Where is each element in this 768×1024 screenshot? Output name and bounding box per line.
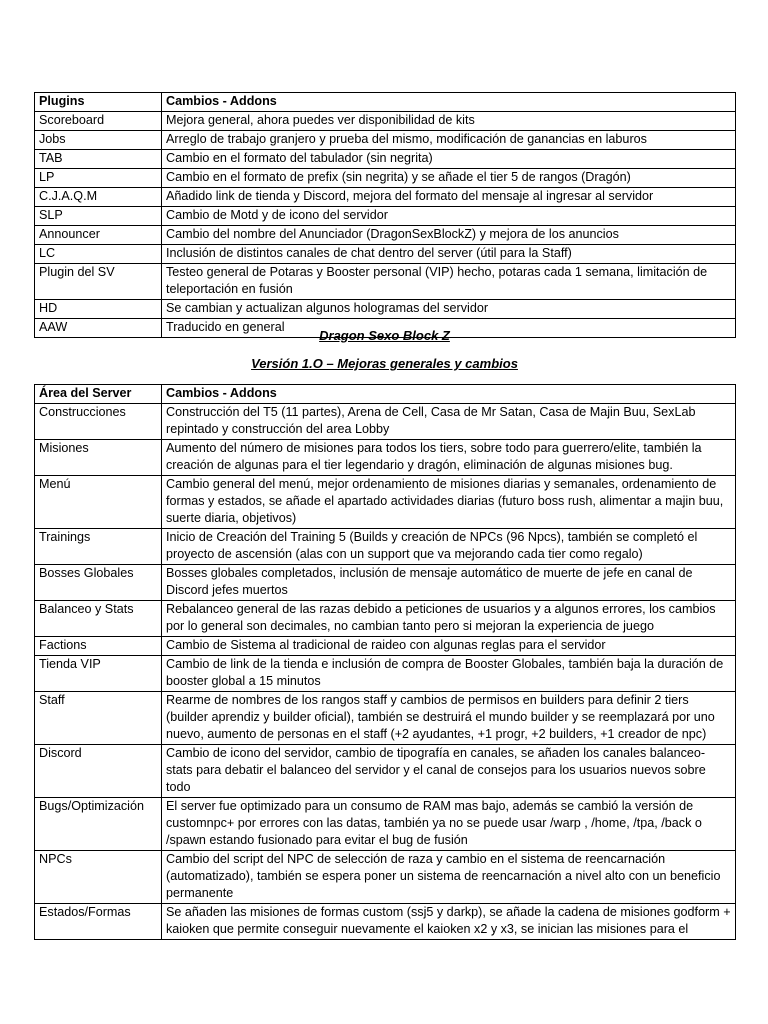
row-description-cell: Cambio general del menú, mejor ordenamiento de misiones diarias y semanales, ordenamiento de formas y estados, se añade el apartado actividades diarias (futuro boss rush, alimentar a majin buu, suerte diaria, objetivos) [162,476,736,529]
row-description-cell: Rearme de nombres de los rangos staff y cambios de permisos en builders para definir 2 tiers (builder aprendiz y builder oficial), también se destruirá el mundo builder y se reemplazará por uno nuevo, aumento de personas en el staff (+2 ayudantes, +1 progr, +2 builders, +1 creador de npc) [162,692,736,745]
table-row [35,440,736,476]
row-description-cell: Cambio en el formato de prefix (sin negrita) y se añade el tier 5 de rangos (Dragón) [162,169,736,188]
table-row [35,150,736,169]
table-row [35,656,736,692]
areas-table-header-row [35,385,736,404]
row-label-cell: Menú [35,476,162,529]
row-description-cell: Traducido en general [162,319,736,338]
document-subtitle: Versión 1.O – Mejoras generales y cambios [251,356,518,371]
table-row [35,169,736,188]
row-label-cell: Scoreboard [35,112,162,131]
table-row [35,692,736,745]
row-label-cell: HD [35,300,162,319]
row-label-cell: Bugs/Optimización [35,798,162,851]
row-description-cell: Cambio en el formato del tabulador (sin negrita) [162,150,736,169]
table-row [35,245,736,264]
row-description-cell: Se añaden las misiones de formas custom (ssj5 y darkp), se añade la cadena de misiones godform + kaioken que permite conseguir nuevamente el kaioken x2 y x3, se inician las misiones para el [162,904,736,940]
table-row [35,798,736,851]
table-row [35,404,736,440]
row-description-cell: Bosses globales completados, inclusión de mensaje automático de muerte de jefe en canal de Discord jefes muertos [162,565,736,601]
row-description-cell: Aumento del número de misiones para todos los tiers, sobre todo para guerrero/elite, también la creación de algunas para el tier legendario y dragón, eliminación de algunas misiones bug. [162,440,736,476]
changes-header-cell: Cambios - Addons [162,385,736,404]
table-row [35,207,736,226]
plugins-header-cell: Plugins [35,93,162,112]
table-row [35,851,736,904]
row-description-cell: Rebalanceo general de las razas debido a peticiones de usuarios y a algunos errores, los cambios por lo general son decimales, no cambian tanto pero si mejoran la experiencia de juego [162,601,736,637]
plugins-table [34,92,736,338]
plugins-table-header-row [35,93,736,112]
row-label-cell: Balanceo y Stats [35,601,162,637]
table-row [35,904,736,940]
row-description-cell: El server fue optimizado para un consumo de RAM mas bajo, además se cambió la versión de customnpc+ por errores con las datas, también ya no se puede usar /warp , /home, /tpa, /back o /spawn estando fusionado para evitar el bug de fusión [162,798,736,851]
row-label-cell: Tienda VIP [35,656,162,692]
table-row [35,529,736,565]
row-description-cell: Inclusión de distintos canales de chat dentro del server (útil para la Staff) [162,245,736,264]
row-label-cell: Discord [35,745,162,798]
areas-table-body [35,385,736,940]
row-label-cell: Estados/Formas [35,904,162,940]
changes-header-cell: Cambios - Addons [162,93,736,112]
row-label-cell: Factions [35,637,162,656]
table-row [35,745,736,798]
row-description-cell: Testeo general de Potaras y Booster personal (VIP) hecho, potaras cada 1 semana, limitación de teleportación en fusión [162,264,736,300]
table-row [35,300,736,319]
row-description-cell: Cambio de icono del servidor, cambio de tipografía en canales, se añaden los canales balanceo-stats para debatir el balanceo del servidor y el canal de consejos para los usuarios nuevos sobre todo [162,745,736,798]
row-label-cell: NPCs [35,851,162,904]
row-label-cell: Plugin del SV [35,264,162,300]
row-description-cell: Añadido link de tienda y Discord, mejora del formato del mensaje al ingresar al servidor [162,188,736,207]
row-label-cell: Announcer [35,226,162,245]
row-label-cell: LC [35,245,162,264]
row-label-cell: Construcciones [35,404,162,440]
table-row [35,112,736,131]
row-description-cell: Mejora general, ahora puedes ver disponibilidad de kits [162,112,736,131]
table-row [35,188,736,207]
row-description-cell: Se cambian y actualizan algunos hologramas del servidor [162,300,736,319]
row-label-cell: SLP [35,207,162,226]
plugins-table-body [35,93,736,338]
row-description-cell: Cambio de Sistema al tradicional de raideo con algunas reglas para el servidor [162,637,736,656]
row-label-cell: Jobs [35,131,162,150]
row-label-cell: AAW [35,319,162,338]
areas-table [34,384,736,940]
row-label-cell: Trainings [35,529,162,565]
table-row [35,637,736,656]
row-label-cell: TAB [35,150,162,169]
row-description-cell: Cambio del nombre del Anunciador (DragonSexBlockZ) y mejora de los anuncios [162,226,736,245]
table-row [35,226,736,245]
row-description-cell: Cambio de Motd y de icono del servidor [162,207,736,226]
row-label-cell: Misiones [35,440,162,476]
row-label-cell: Bosses Globales [35,565,162,601]
row-description-cell: Inicio de Creación del Training 5 (Builds y creación de NPCs (96 Npcs), también se completó el proyecto de ascensión (alas con un support que va mejorando cada tier como regalo) [162,529,736,565]
table-row [35,131,736,150]
table-row [35,476,736,529]
table-row [35,565,736,601]
row-description-cell: Cambio de link de la tienda e inclusión de compra de Booster Globales, también baja la duración de booster global a 15 minutos [162,656,736,692]
row-label-cell: LP [35,169,162,188]
row-label-cell: Staff [35,692,162,745]
area-header-cell: Área del Server [35,385,162,404]
row-description-cell: Construcción del T5 (11 partes), Arena de Cell, Casa de Mr Satan, Casa de Majin Buu, SexLab repintado y construcción del area Lobby [162,404,736,440]
row-label-cell: C.J.A.Q.M [35,188,162,207]
document-title: Dragon Sexo Block Z [319,328,450,343]
table-row [35,264,736,300]
row-description-cell: Cambio del script del NPC de selección de raza y cambio en el sistema de reencarnación (automatizado), también se espera poner un sistema de reencarnación a nivel alto con un beneficio permanente [162,851,736,904]
table-row [35,601,736,637]
row-description-cell: Arreglo de trabajo granjero y prueba del mismo, modificación de ganancias en laburos [162,131,736,150]
